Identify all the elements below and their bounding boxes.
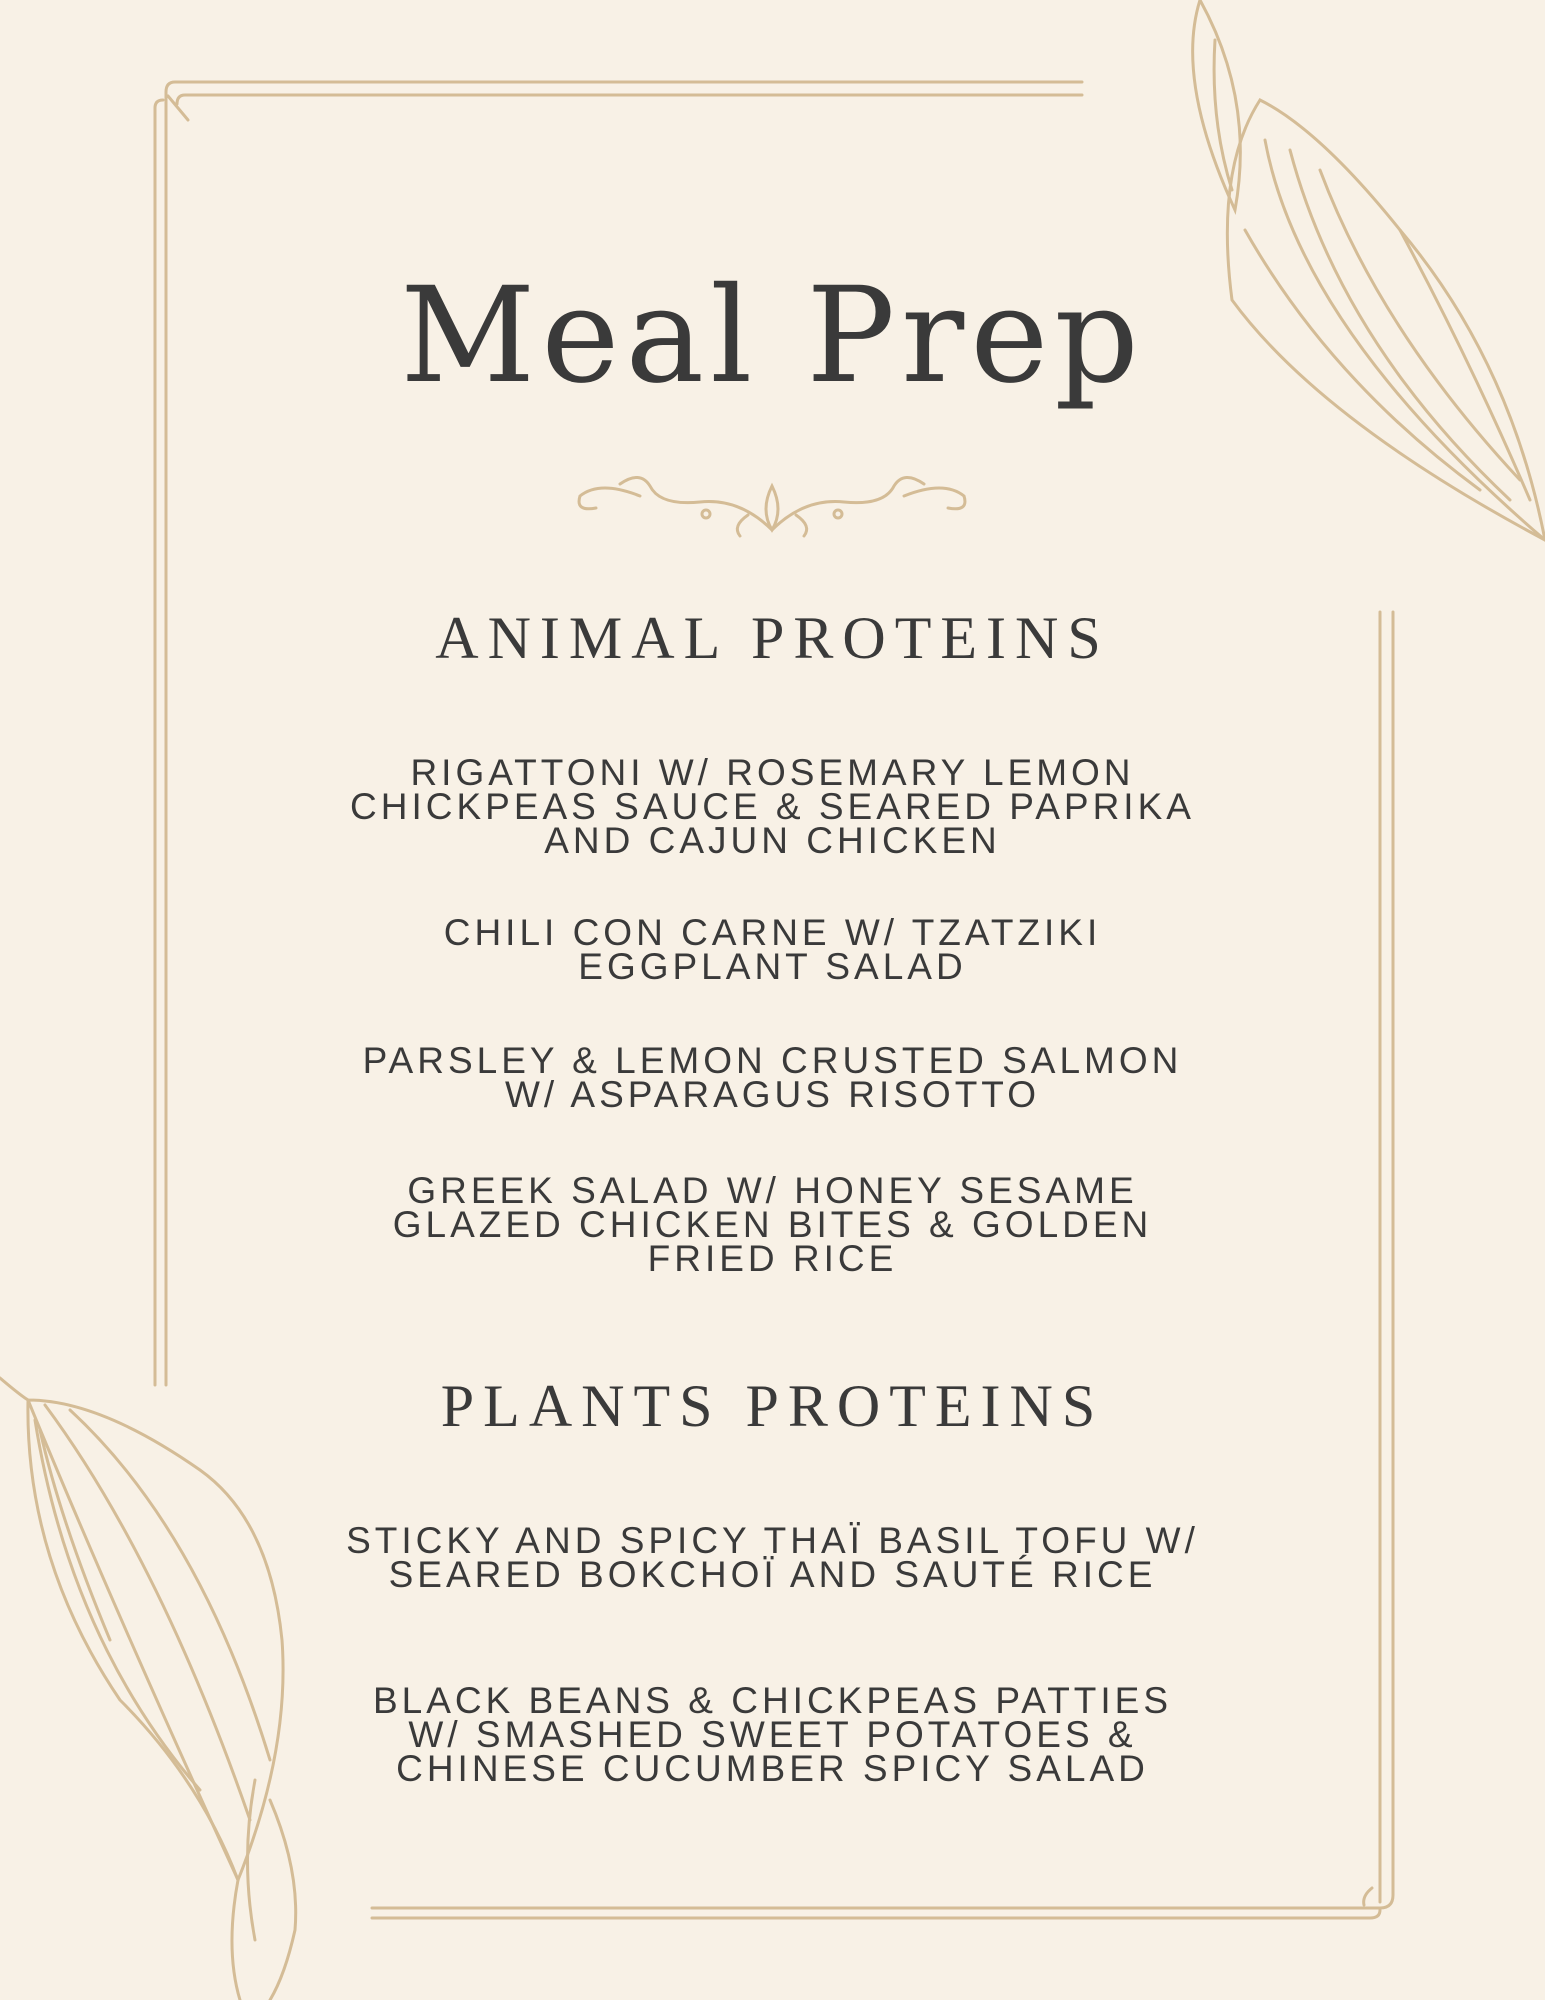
menu-item: CHILI CON CARNE W/ TZATZIKI EGGPLANT SALAD bbox=[443, 912, 1102, 987]
menu-item: PARSLEY & LEMON CRUSTED SALMON W/ ASPARAGUS RISOTTO bbox=[362, 1040, 1183, 1115]
menu-item: RIGATTONI W/ ROSEMARY LEMON CHICKPEAS SAUCE & SEARED PAPRIKA AND CAJUN CHICKEN bbox=[350, 752, 1195, 861]
menu-title: Meal Prep bbox=[400, 259, 1145, 413]
flourish-divider bbox=[579, 477, 965, 536]
menu-item: BLACK BEANS & CHICKPEAS PATTIES W/ SMASHED SWEET POTATOES & CHINESE CUCUMBER SPICY SALAD bbox=[372, 1680, 1173, 1789]
section-heading-plants-proteins: PLANTS PROTEINS bbox=[440, 1373, 1105, 1439]
section-heading-animal-proteins: ANIMAL PROTEINS bbox=[435, 605, 1110, 671]
leaf-bottom-left bbox=[0, 1378, 296, 2000]
menu-item: GREEK SALAD W/ HONEY SESAME GLAZED CHICKEN BITES & GOLDEN FRIED RICE bbox=[392, 1170, 1153, 1279]
menu-item: STICKY AND SPICY THAÏ BASIL TOFU W/ SEARED BOKCHOÏ AND SAUTÉ RICE bbox=[346, 1520, 1199, 1595]
